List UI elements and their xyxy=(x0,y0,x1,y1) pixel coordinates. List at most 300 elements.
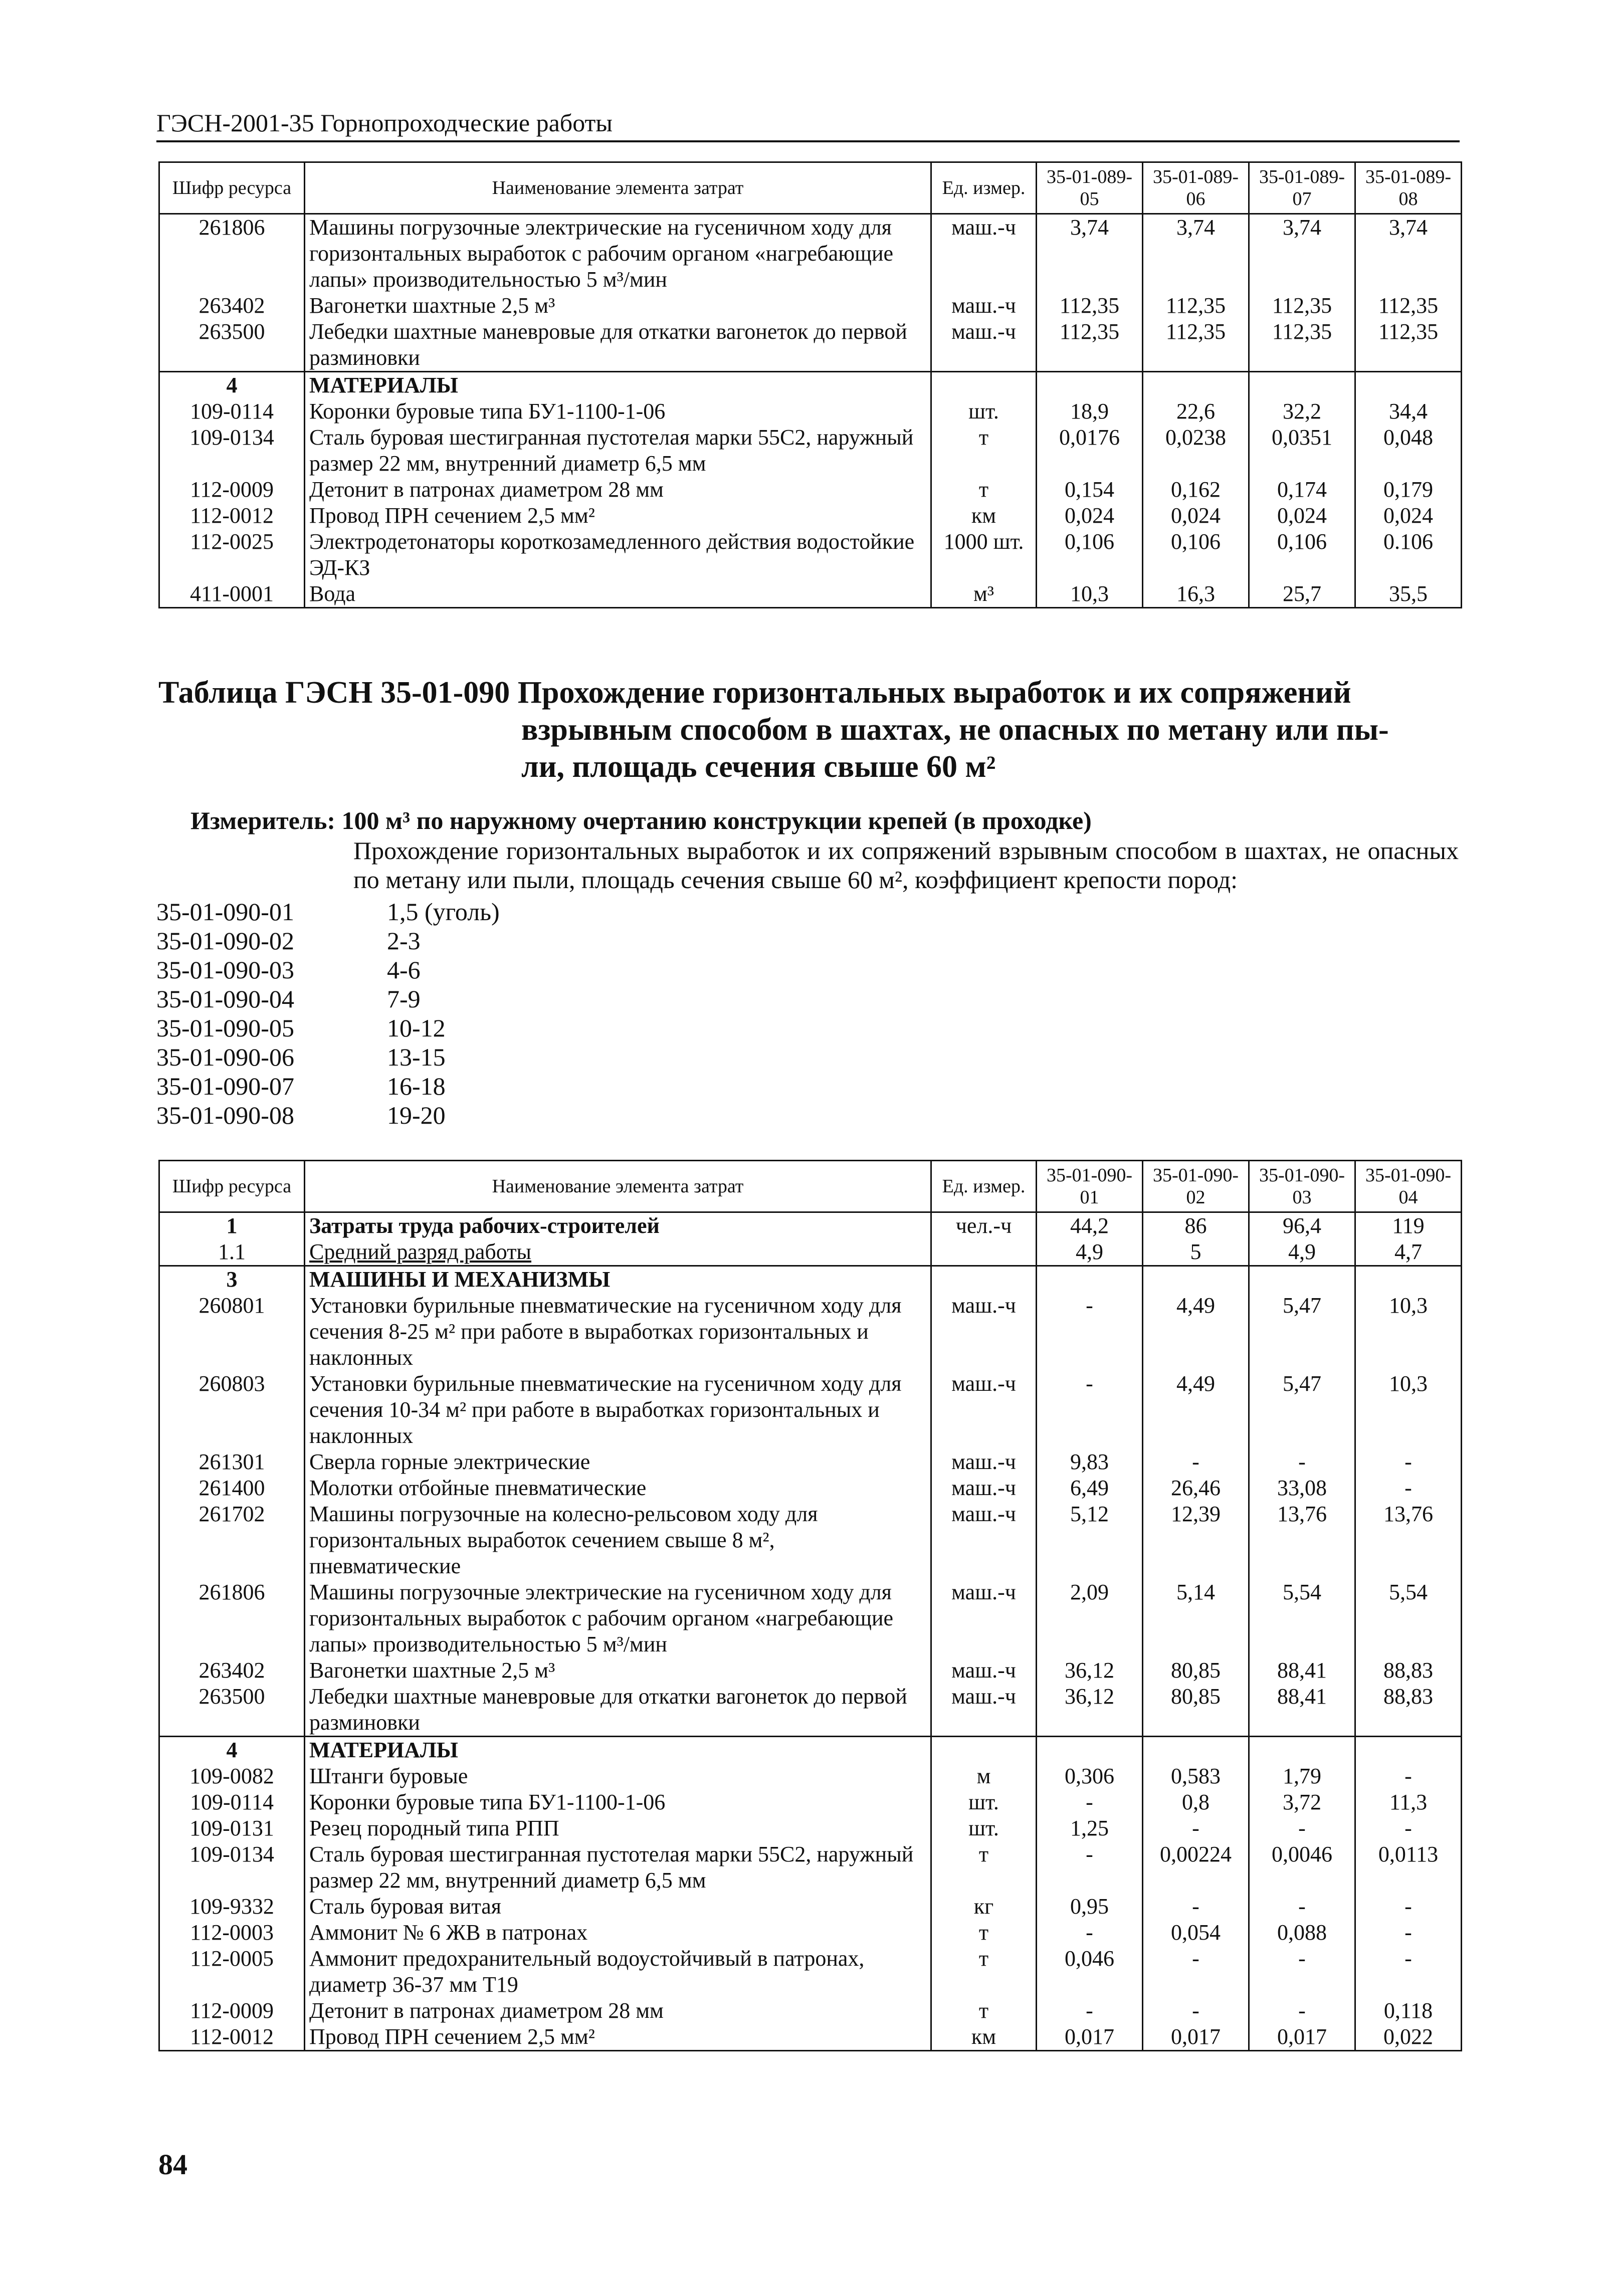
measurement-unit xyxy=(190,806,1454,835)
resource-name: Молотки отбойные пневматические xyxy=(305,1475,931,1501)
resource-value: 5,12 xyxy=(1037,1501,1143,1579)
resource-value: 0,306 xyxy=(1037,1763,1143,1789)
resource-value: 88,83 xyxy=(1355,1684,1462,1737)
table-row xyxy=(159,1293,1462,1371)
resource-code: 112-0009 xyxy=(159,477,305,503)
table-row xyxy=(159,477,1462,503)
resource-name: Машины погрузочные электрические на гусеничном ходу для горизонтальных выработок с рабочим органом «нагребающие лапы» производительностью 5 м³/мин xyxy=(305,214,931,293)
resource-value: - xyxy=(1355,1894,1462,1920)
resource-unit: маш.-ч xyxy=(931,293,1037,319)
table-title-line: взрывным способом в шахтах, не опасных по метану или пы- xyxy=(521,713,1389,747)
resource-code: 411-0001 xyxy=(159,581,305,608)
resource-code: 3 xyxy=(159,1266,305,1293)
measurement-value: 100 м³ по наружному очертанию конструкции крепей (в проходке) xyxy=(341,806,1092,834)
resource-value xyxy=(1249,1266,1355,1293)
table-row xyxy=(159,1475,1462,1501)
resource-value xyxy=(1037,372,1143,399)
table-row xyxy=(159,1371,1462,1449)
variant-item xyxy=(156,1101,758,1130)
variant-item xyxy=(156,1013,758,1042)
resource-value: 80,85 xyxy=(1143,1684,1249,1737)
resource-value: 11,3 xyxy=(1355,1789,1462,1815)
table-row xyxy=(159,319,1462,372)
variant-code: 35-01-090-03 xyxy=(156,956,294,984)
resource-value: 0,048 xyxy=(1355,425,1462,477)
resource-value xyxy=(1355,1266,1462,1293)
resource-unit: т xyxy=(931,1946,1037,1998)
resource-value xyxy=(1143,372,1249,399)
resource-value: 0,024 xyxy=(1249,503,1355,529)
resource-value: 26,46 xyxy=(1143,1475,1249,1501)
variant-code: 35-01-090-06 xyxy=(156,1043,294,1071)
resource-value: 112,35 xyxy=(1355,319,1462,372)
resource-value: 36,12 xyxy=(1037,1657,1143,1684)
table-section-row xyxy=(159,372,1462,399)
page-number: 84 xyxy=(158,2148,187,2181)
resource-value: 0,0046 xyxy=(1249,1841,1355,1894)
resource-name: Коронки буровые типа БУ1-1100-1-06 xyxy=(305,1789,931,1815)
table-row xyxy=(159,1815,1462,1841)
resource-value: 112,35 xyxy=(1037,319,1143,372)
resource-value: 0,088 xyxy=(1249,1920,1355,1946)
resource-unit: маш.-ч xyxy=(931,1579,1037,1657)
resource-code: 109-9332 xyxy=(159,1894,305,1920)
column-header-name: Наименование элемента затрат xyxy=(305,1161,931,1212)
variant-item xyxy=(156,1042,758,1072)
resource-value: 4,49 xyxy=(1143,1293,1249,1371)
column-header-variant: 35-01-090-01 xyxy=(1037,1161,1143,1212)
resource-value: 0,179 xyxy=(1355,477,1462,503)
table-row xyxy=(159,1789,1462,1815)
variant-code: 35-01-090-07 xyxy=(156,1072,294,1100)
resource-value: 112,35 xyxy=(1249,319,1355,372)
table-row xyxy=(159,1684,1462,1737)
resource-value: 6,49 xyxy=(1037,1475,1143,1501)
resource-value: 9,83 xyxy=(1037,1449,1143,1475)
resource-value: 0,024 xyxy=(1355,503,1462,529)
table-header-row xyxy=(159,162,1462,214)
column-header-variant: 35-01-090-02 xyxy=(1143,1161,1249,1212)
resource-value: 13,76 xyxy=(1249,1501,1355,1579)
resource-value: 5,14 xyxy=(1143,1579,1249,1657)
resource-value: 4,7 xyxy=(1355,1239,1462,1266)
resource-value: 4,9 xyxy=(1037,1239,1143,1266)
resource-name: Установки бурильные пневматические на гусеничном ходу для сечения 8-25 м² при работе в выработках горизонтальных и наклонных xyxy=(305,1293,931,1371)
resource-unit: маш.-ч xyxy=(931,1657,1037,1684)
resource-value: 0,0176 xyxy=(1037,425,1143,477)
resource-name: Машины погрузочные на колесно-рельсовом ходу для горизонтальных выработок сечением свыше 8 м², пневматические xyxy=(305,1501,931,1579)
resource-value: 5,54 xyxy=(1249,1579,1355,1657)
column-header-code: Шифр ресурса xyxy=(159,1161,305,1212)
resource-name: МАТЕРИАЛЫ xyxy=(305,372,931,399)
resource-code: 109-0134 xyxy=(159,425,305,477)
resource-code: 4 xyxy=(159,1737,305,1764)
resource-value: - xyxy=(1355,1815,1462,1841)
resource-name: Установки бурильные пневматические на гусеничном ходу для сечения 10-34 м² при работе в выработках горизонтальных и наклонных xyxy=(305,1371,931,1449)
resource-value: 112,35 xyxy=(1143,319,1249,372)
resource-value: 88,41 xyxy=(1249,1657,1355,1684)
variant-value: 1,5 (уголь) xyxy=(387,898,500,926)
resource-code: 109-0114 xyxy=(159,1789,305,1815)
resource-value: 0,154 xyxy=(1037,477,1143,503)
table-section-row xyxy=(159,1737,1462,1764)
table-row xyxy=(159,581,1462,608)
resource-value: 86 xyxy=(1143,1212,1249,1239)
resource-value: 13,76 xyxy=(1355,1501,1462,1579)
resource-name: Штанги буровые xyxy=(305,1763,931,1789)
resource-name: Вода xyxy=(305,581,931,608)
resource-value: 36,12 xyxy=(1037,1684,1143,1737)
resource-value: 18,9 xyxy=(1037,398,1143,425)
resource-unit: м xyxy=(931,1763,1037,1789)
table-row xyxy=(159,2024,1462,2051)
resource-code: 261702 xyxy=(159,1501,305,1579)
resource-code: 112-0009 xyxy=(159,1998,305,2024)
resource-name: Машины погрузочные электрические на гусеничном ходу для горизонтальных выработок с рабочим органом «нагребающие лапы» производительностью 5 м³/мин xyxy=(305,1579,931,1657)
table-section-row xyxy=(159,1212,1462,1239)
resource-code: 261301 xyxy=(159,1449,305,1475)
resource-value: - xyxy=(1355,1946,1462,1998)
resource-value: 0,022 xyxy=(1355,2024,1462,2051)
table-row xyxy=(159,1657,1462,1684)
table-row xyxy=(159,1998,1462,2024)
column-header-unit: Ед. измер. xyxy=(931,162,1037,214)
resource-value: 5,47 xyxy=(1249,1293,1355,1371)
running-header: ГЭСН-2001-35 Горнопроходческие работы xyxy=(156,109,613,137)
work-description: Прохождение горизонтальных выработок и их сопряжений взрывным способом в шахтах, не опасных по метану или пыли, площадь сечения свыше 60 м², коэффициент крепости пород: xyxy=(353,837,1459,894)
resource-value: 3,72 xyxy=(1249,1789,1355,1815)
resource-value: - xyxy=(1249,1894,1355,1920)
resource-value: 119 xyxy=(1355,1212,1462,1239)
resource-value: - xyxy=(1143,1998,1249,2024)
resource-name: Лебедки шахтные маневровые для откатки вагонеток до первой разминовки xyxy=(305,319,931,372)
resource-value: 88,83 xyxy=(1355,1657,1462,1684)
variant-value: 19-20 xyxy=(387,1101,446,1129)
table-row xyxy=(159,1841,1462,1894)
resource-value: - xyxy=(1037,1371,1143,1449)
resource-name: Электродетонаторы короткозамедленного действия водостойкие ЭД-КЗ xyxy=(305,529,931,581)
column-header-code: Шифр ресурса xyxy=(159,162,305,214)
resource-code: 261806 xyxy=(159,214,305,293)
resource-value: 10,3 xyxy=(1355,1371,1462,1449)
resource-name: Сталь буровая шестигранная пустотелая марки 55С2, наружный размер 22 мм, внутренний диаметр 6,5 мм xyxy=(305,1841,931,1894)
table-header-row xyxy=(159,1161,1462,1212)
resource-value: 5,47 xyxy=(1249,1371,1355,1449)
resource-code: 261806 xyxy=(159,1579,305,1657)
resource-value: - xyxy=(1249,1815,1355,1841)
resource-code: 1.1 xyxy=(159,1239,305,1266)
resource-value: 5 xyxy=(1143,1239,1249,1266)
resource-unit: т xyxy=(931,1920,1037,1946)
variant-code: 35-01-090-08 xyxy=(156,1101,294,1129)
table-row xyxy=(159,1579,1462,1657)
resource-table-090 xyxy=(158,1160,1462,2051)
resource-value: 0,017 xyxy=(1143,2024,1249,2051)
resource-code: 263500 xyxy=(159,319,305,372)
resource-value xyxy=(1037,1737,1143,1764)
table-row xyxy=(159,1501,1462,1579)
resource-value: 0,95 xyxy=(1037,1894,1143,1920)
resource-value: 0,106 xyxy=(1143,529,1249,581)
column-header-variant: 35-01-089-07 xyxy=(1249,162,1355,214)
resource-value: - xyxy=(1037,1293,1143,1371)
resource-value: 0,8 xyxy=(1143,1789,1249,1815)
resource-name: Аммонит № 6 ЖВ в патронах xyxy=(305,1920,931,1946)
table-row xyxy=(159,529,1462,581)
table-row xyxy=(159,1946,1462,1998)
resource-value: 0,017 xyxy=(1037,2024,1143,2051)
resource-code: 112-0025 xyxy=(159,529,305,581)
resource-unit: км xyxy=(931,503,1037,529)
resource-value: 35,5 xyxy=(1355,581,1462,608)
resource-value: 1,79 xyxy=(1249,1763,1355,1789)
variant-value: 2-3 xyxy=(387,927,421,955)
table-row xyxy=(159,214,1462,293)
resource-value: 80,85 xyxy=(1143,1657,1249,1684)
resource-value: - xyxy=(1037,1998,1143,2024)
resource-value: 112,35 xyxy=(1143,293,1249,319)
variant-code: 35-01-090-01 xyxy=(156,898,294,926)
resource-value: - xyxy=(1355,1475,1462,1501)
measurement-label: Измеритель: xyxy=(190,806,336,834)
table-row xyxy=(159,1920,1462,1946)
table-row xyxy=(159,398,1462,425)
resource-value: 5,54 xyxy=(1355,1579,1462,1657)
resource-value: - xyxy=(1037,1789,1143,1815)
variant-code: 35-01-090-04 xyxy=(156,985,294,1013)
resource-unit: шт. xyxy=(931,1789,1037,1815)
resource-name: Провод ПРН сечением 2,5 мм² xyxy=(305,503,931,529)
resource-value: 25,7 xyxy=(1249,581,1355,608)
resource-value xyxy=(1355,1737,1462,1764)
resource-unit: маш.-ч xyxy=(931,1501,1037,1579)
resource-value: 3,74 xyxy=(1249,214,1355,293)
column-header-name: Наименование элемента затрат xyxy=(305,162,931,214)
resource-name: Коронки буровые типа БУ1-1100-1-06 xyxy=(305,398,931,425)
resource-value: 0,054 xyxy=(1143,1920,1249,1946)
resource-name: Детонит в патронах диаметром 28 мм xyxy=(305,477,931,503)
resource-unit: маш.-ч xyxy=(931,1475,1037,1501)
resource-name: Аммонит предохранительный водоустойчивый в патронах, диаметр 36-37 мм Т19 xyxy=(305,1946,931,1998)
table-title-lead: Таблица ГЭСН 35-01-090 xyxy=(158,676,510,710)
table-row xyxy=(159,425,1462,477)
column-header-variant: 35-01-089-06 xyxy=(1143,162,1249,214)
variant-value: 13-15 xyxy=(387,1043,446,1071)
resource-value: - xyxy=(1355,1920,1462,1946)
resource-name: Сталь буровая шестигранная пустотелая марки 55С2, наружный размер 22 мм, внутренний диаметр 6,5 мм xyxy=(305,425,931,477)
variant-value: 4-6 xyxy=(387,956,421,984)
resource-code: 260801 xyxy=(159,1293,305,1371)
resource-name: Затраты труда рабочих-строителей xyxy=(305,1212,931,1239)
resource-value: 0,162 xyxy=(1143,477,1249,503)
resource-value: 0.106 xyxy=(1355,529,1462,581)
resource-value xyxy=(1143,1266,1249,1293)
resource-value: - xyxy=(1249,1449,1355,1475)
header-rule xyxy=(156,140,1460,142)
resource-code: 261400 xyxy=(159,1475,305,1501)
resource-code: 4 xyxy=(159,372,305,399)
resource-value: 112,35 xyxy=(1037,293,1143,319)
resource-value xyxy=(1143,1737,1249,1764)
resource-name: Сталь буровая витая xyxy=(305,1894,931,1920)
resource-value: - xyxy=(1037,1920,1143,1946)
resource-code: 260803 xyxy=(159,1371,305,1449)
column-header-unit: Ед. измер. xyxy=(931,1161,1037,1212)
column-header-variant: 35-01-090-04 xyxy=(1355,1161,1462,1212)
resource-value: 0,0238 xyxy=(1143,425,1249,477)
resource-value: 0,583 xyxy=(1143,1763,1249,1789)
resource-code: 109-0082 xyxy=(159,1763,305,1789)
resource-value: 0,024 xyxy=(1143,503,1249,529)
resource-value: 0,118 xyxy=(1355,1998,1462,2024)
variant-value: 16-18 xyxy=(387,1072,446,1100)
resource-name: Вагонетки шахтные 2,5 м³ xyxy=(305,1657,931,1684)
resource-value: 88,41 xyxy=(1249,1684,1355,1737)
resource-value: 2,09 xyxy=(1037,1579,1143,1657)
variant-item xyxy=(156,926,758,955)
table-row xyxy=(159,1894,1462,1920)
resource-value: 32,2 xyxy=(1249,398,1355,425)
resource-value: 10,3 xyxy=(1037,581,1143,608)
resource-code: 112-0005 xyxy=(159,1946,305,1998)
resource-name: Резец породный типа РПП xyxy=(305,1815,931,1841)
resource-value: 0,0351 xyxy=(1249,425,1355,477)
resource-unit: маш.-ч xyxy=(931,214,1037,293)
column-header-variant: 35-01-089-08 xyxy=(1355,162,1462,214)
resource-code: 263402 xyxy=(159,1657,305,1684)
column-header-variant: 35-01-090-03 xyxy=(1249,1161,1355,1212)
resource-value: - xyxy=(1143,1894,1249,1920)
resource-code: 109-0131 xyxy=(159,1815,305,1841)
variant-code: 35-01-090-02 xyxy=(156,927,294,955)
resource-unit: маш.-ч xyxy=(931,319,1037,372)
resource-value: - xyxy=(1355,1763,1462,1789)
resource-unit: т xyxy=(931,477,1037,503)
resource-unit: кг xyxy=(931,1894,1037,1920)
variant-item xyxy=(156,897,758,926)
resource-code: 109-0114 xyxy=(159,398,305,425)
resource-unit: км xyxy=(931,2024,1037,2051)
resource-name: Сверла горные электрические xyxy=(305,1449,931,1475)
resource-value: 10,3 xyxy=(1355,1293,1462,1371)
resource-code: 1 xyxy=(159,1212,305,1239)
resource-value: - xyxy=(1249,1998,1355,2024)
table-title-line: Прохождение горизонтальных выработок и их сопряжений xyxy=(517,676,1351,710)
resource-value: 0,0113 xyxy=(1355,1841,1462,1894)
resource-unit: маш.-ч xyxy=(931,1371,1037,1449)
resource-value: 0,106 xyxy=(1037,529,1143,581)
table-row xyxy=(159,1763,1462,1789)
resource-value: 3,74 xyxy=(1037,214,1143,293)
variant-value: 10-12 xyxy=(387,1014,446,1042)
variant-item xyxy=(156,984,758,1013)
table-row xyxy=(159,1239,1462,1266)
column-header-variant: 35-01-089-05 xyxy=(1037,162,1143,214)
table-title xyxy=(158,674,1457,785)
resource-value: - xyxy=(1249,1946,1355,1998)
resource-value xyxy=(1249,372,1355,399)
resource-code: 112-0003 xyxy=(159,1920,305,1946)
resource-unit: маш.-ч xyxy=(931,1684,1037,1737)
resource-value xyxy=(1037,1266,1143,1293)
resource-unit: маш.-ч xyxy=(931,1293,1037,1371)
table-row xyxy=(159,503,1462,529)
resource-value: 112,35 xyxy=(1355,293,1462,319)
resource-unit xyxy=(931,372,1037,399)
resource-value: 3,74 xyxy=(1143,214,1249,293)
resource-name: МАШИНЫ И МЕХАНИЗМЫ xyxy=(305,1266,931,1293)
resource-code: 263402 xyxy=(159,293,305,319)
resource-unit: т xyxy=(931,1998,1037,2024)
resource-unit: чел.-ч xyxy=(931,1212,1037,1239)
resource-value: 3,74 xyxy=(1355,214,1462,293)
resource-unit xyxy=(931,1266,1037,1293)
resource-value: 0,017 xyxy=(1249,2024,1355,2051)
resource-value: 33,08 xyxy=(1249,1475,1355,1501)
resource-unit: шт. xyxy=(931,398,1037,425)
variant-code: 35-01-090-05 xyxy=(156,1014,294,1042)
resource-unit: шт. xyxy=(931,1815,1037,1841)
resource-unit: м³ xyxy=(931,581,1037,608)
variant-item xyxy=(156,955,758,984)
resource-name: Средний разряд работы xyxy=(305,1239,931,1266)
resource-value: - xyxy=(1143,1946,1249,1998)
variant-item xyxy=(156,1072,758,1101)
resource-value: 4,49 xyxy=(1143,1371,1249,1449)
resource-unit: т xyxy=(931,1841,1037,1894)
resource-unit xyxy=(931,1239,1037,1266)
table-row xyxy=(159,293,1462,319)
variant-value: 7-9 xyxy=(387,985,421,1013)
resource-value: 1,25 xyxy=(1037,1815,1143,1841)
resource-value: 0,174 xyxy=(1249,477,1355,503)
resource-value: - xyxy=(1143,1449,1249,1475)
resource-name: Детонит в патронах диаметром 28 мм xyxy=(305,1998,931,2024)
resource-value: 22,6 xyxy=(1143,398,1249,425)
variant-list xyxy=(156,897,758,1130)
resource-value: 12,39 xyxy=(1143,1501,1249,1579)
resource-value: 112,35 xyxy=(1249,293,1355,319)
resource-value: 4,9 xyxy=(1249,1239,1355,1266)
resource-value: - xyxy=(1143,1815,1249,1841)
resource-unit: т xyxy=(931,425,1037,477)
resource-code: 263500 xyxy=(159,1684,305,1737)
resource-value xyxy=(1355,372,1462,399)
resource-value: - xyxy=(1037,1841,1143,1894)
resource-unit: 1000 шт. xyxy=(931,529,1037,581)
resource-unit xyxy=(931,1737,1037,1764)
resource-value: 44,2 xyxy=(1037,1212,1143,1239)
resource-code: 112-0012 xyxy=(159,2024,305,2051)
resource-value: 0,046 xyxy=(1037,1946,1143,1998)
resource-name: Вагонетки шахтные 2,5 м³ xyxy=(305,293,931,319)
table-section-row xyxy=(159,1266,1462,1293)
resource-unit: маш.-ч xyxy=(931,1449,1037,1475)
resource-value: 0,106 xyxy=(1249,529,1355,581)
resource-value: 16,3 xyxy=(1143,581,1249,608)
resource-value: 96,4 xyxy=(1249,1212,1355,1239)
table-row xyxy=(159,1449,1462,1475)
resource-value xyxy=(1249,1737,1355,1764)
resource-value: 0,024 xyxy=(1037,503,1143,529)
resource-name: МАТЕРИАЛЫ xyxy=(305,1737,931,1764)
resource-value: - xyxy=(1355,1449,1462,1475)
resource-name: Лебедки шахтные маневровые для откатки вагонеток до первой разминовки xyxy=(305,1684,931,1737)
resource-value: 34,4 xyxy=(1355,398,1462,425)
table-title-line: ли, площадь сечения свыше 60 м² xyxy=(521,750,996,784)
resource-table-089 xyxy=(158,161,1462,608)
resource-value: 0,00224 xyxy=(1143,1841,1249,1894)
